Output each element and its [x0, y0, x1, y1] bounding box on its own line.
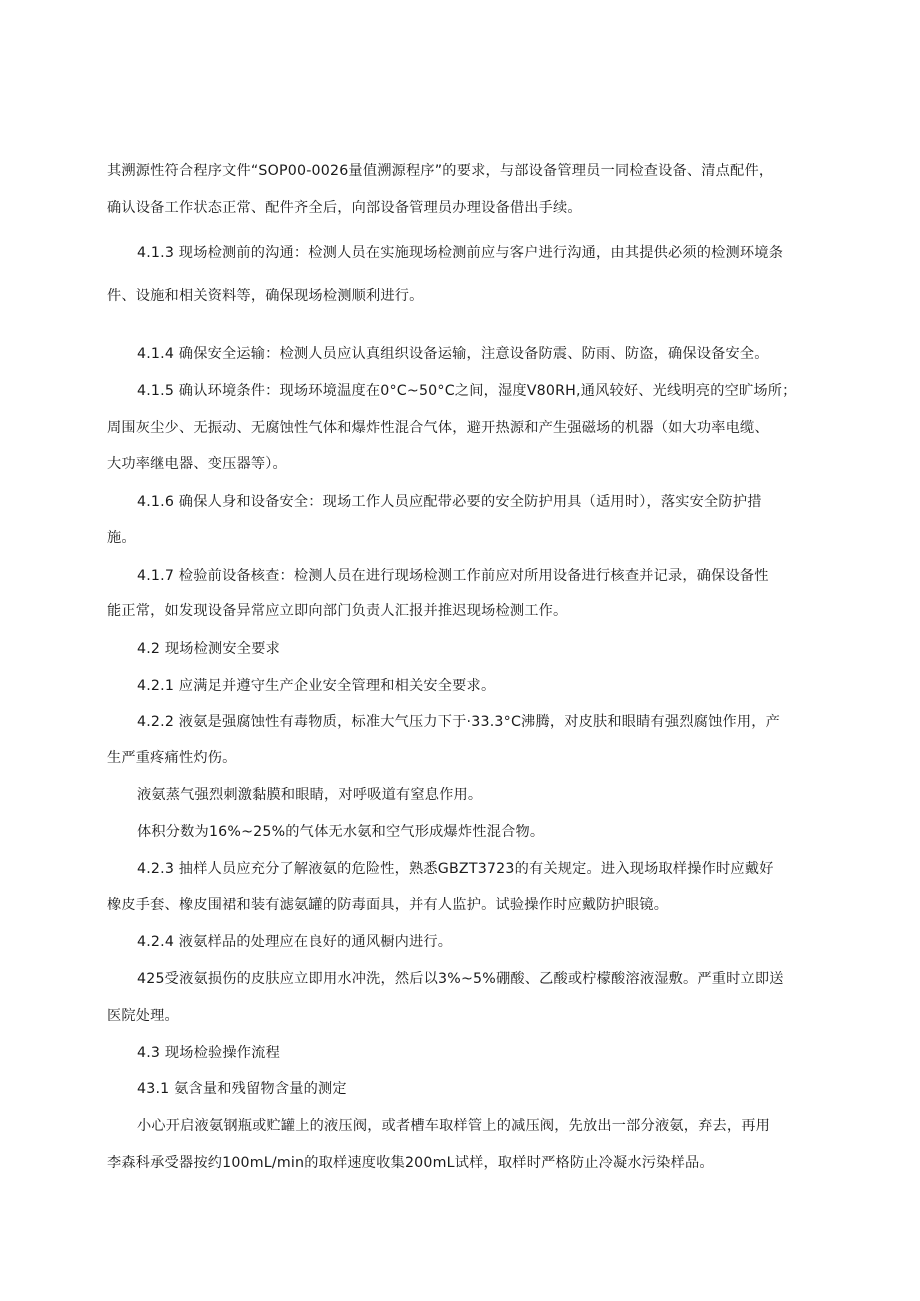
text-line: 43.1 氨含量和残留物含量的测定	[137, 1081, 347, 1097]
text-line: 液氨蒸气强烈刺激黏膜和眼睛，对呼吸道有窒息作用。	[137, 787, 483, 803]
text-line: 4.1.5 确认环境条件：现场环境温度在0°C~50°C之间，湿度V80RH,通风较好、光线明亮的空旷场所；	[137, 383, 797, 399]
text-line: 能正常，如发现设备异常应立即向部门负责人汇报并推迟现场检测工作。	[107, 603, 568, 619]
text-line: 件、设施和相关资料等，确保现场检测顺利进行。	[107, 288, 424, 304]
text-line: 4.2.2 液氨是强腐蚀性有毒物质，标准大气压力下于·33.3°C沸腾，对皮肤和眼睛有强烈腐蚀作用，产	[137, 714, 781, 730]
text-line: 4.1.3 现场检测前的沟通：检测人员在实施现场检测前应与客户进行沟通，由其提供必须的检测环境条	[137, 245, 784, 261]
text-line: 周围灰尘少、无振动、无腐蚀性气体和爆炸性混合气体，避开热源和产生强磁场的机器（如大功率电缆、	[107, 420, 769, 436]
text-line: 425受液氨损伤的皮肤应立即用水冲洗，然后以3%~5%硼酸、乙酸或柠檬酸溶液湿敷。严重时立即送	[137, 971, 784, 987]
text-line: 生严重疼痛性灼伤。	[107, 750, 237, 766]
text-line: 施。	[107, 530, 136, 546]
text-line: 4.1.7 检验前设备核查：检测人员在进行现场检测工作前应对所用设备进行核查并记录，确保设备性	[137, 568, 769, 584]
text-line: 4.2.4 液氨样品的处理应在良好的通风橱内进行。	[137, 934, 453, 950]
text-line: 4.2.3 抽样人员应充分了解液氨的危险性，熟悉GBZT3723的有关规定。进入现场取样操作时应戴好	[137, 861, 774, 877]
text-line: 橡皮手套、橡皮围裙和装有滤氨罐的防毒面具，并有人监护。试验操作时应戴防护眼镜。	[107, 897, 669, 913]
text-line: 医院处理。	[107, 1008, 179, 1024]
text-line: 4.1.6 确保人身和设备安全：现场工作人员应配带必要的安全防护用具（适用时），落实安全防护措	[137, 494, 762, 510]
text-line: 小心开启液氨钢瓶或贮罐上的液压阀，或者槽车取样管上的减压阀，先放出一部分液氨，弃去，再用	[137, 1118, 771, 1134]
text-line: 李森科承受器按约100mL/min的取样速度收集200mL试样，取样时严格防止冷凝水污染样品。	[107, 1155, 714, 1171]
text-line: 其溯源性符合程序文件“SOP00-0026量值溯源程序”的要求，与部设备管理员一同检查设备、清点配件，	[107, 163, 774, 179]
text-line: 体积分数为16%~25%的气体无水氨和空气形成爆炸性混合物。	[137, 824, 545, 840]
text-line: 4.1.4 确保安全运输：检测人员应认真组织设备运输，注意设备防震、防雨、防盗，确保设备安全。	[137, 346, 769, 362]
text-line: 4.2.1 应满足并遵守生产企业安全管理和相关安全要求。	[137, 678, 496, 694]
text-line: 4.2 现场检测安全要求	[137, 641, 280, 657]
text-line: 确认设备工作状态正常、配件齐全后，向部设备管理员办理设备借出手续。	[107, 200, 582, 216]
text-line: 4.3 现场检验操作流程	[137, 1045, 280, 1061]
text-line: 大功率继电器、变压器等）。	[107, 456, 287, 472]
